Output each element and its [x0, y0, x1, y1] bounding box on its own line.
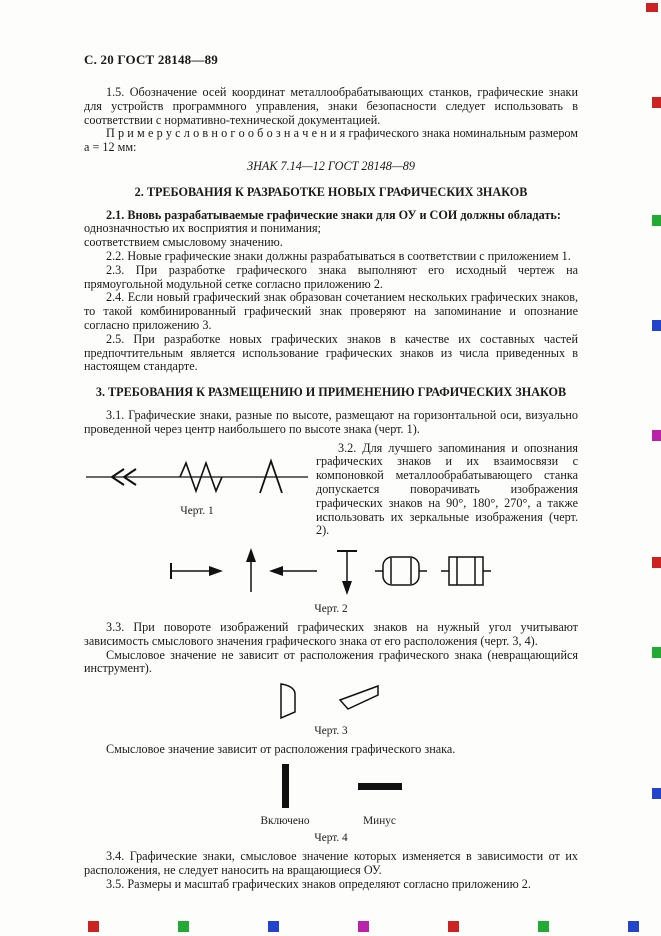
para-2-4: 2.4. Если новый графический знак образован сочетанием нескольких графических знаков, то такой комбинированный графический знак проверяют на запоминание и опознание согласно приложению 3.: [84, 290, 578, 332]
scan-mark: [538, 921, 549, 932]
document-page: [84, 52, 578, 891]
figure-4-label-minus: Минус: [363, 815, 396, 827]
para-2-5: 2.5. При разработке новых графических знаков в качестве их составных частей предпочтительным является использование графических знаков из числа приведенных в настоящем стандарте.: [84, 331, 578, 374]
para-2-1: 2.1. Вновь разрабатываемые графические знаки для ОУ и СОИ должны обладать:: [106, 207, 561, 222]
para-3-2: 3.2. Для лучшего запоминания и опознания графических знаков и их взаимосвязи с компоновкой металлообрабатывающего станка допускается поворачивать изображения графических знаков на 90°, 180°, 270°, а также использовать их зеркальные изображения (черт. 2).: [316, 440, 578, 538]
figure-4-label-on: Включено: [260, 815, 310, 827]
scan-mark: [628, 921, 639, 932]
figure-4-vertical-bar-zone: [282, 763, 289, 809]
section-2-title: 2. ТРЕБОВАНИЯ К РАЗРАБОТКЕ НОВЫХ ГРАФИЧЕСКИХ ЗНАКОВ: [134, 184, 528, 199]
figure-3: [84, 682, 578, 737]
figure-4-item-minus: [358, 763, 402, 827]
section-3-title: 3. ТРЕБОВАНИЯ К РАЗМЕЩЕНИЮ И ПРИМЕНЕНИЮ ГРАФИЧЕСКИХ ЗНАКОВ: [95, 385, 567, 400]
figure-4-symbols: [260, 763, 401, 827]
para-1-5: 1.5. Обозначение осей координат металлообрабатывающих станков, графические знаки для устройств программного управления, знаки безопасности следует использовать в соответствии с нормативно-технической документацией.: [84, 85, 578, 127]
scan-mark: [652, 647, 661, 658]
para-3-3-note-1: Смысловое значение не зависит от расположения графического знака (невращающийся инструмент).: [84, 647, 578, 676]
scan-mark: [652, 97, 661, 108]
scan-mark: [652, 215, 661, 226]
example-designation: ЗНАК 7.14—12 ГОСТ 28148—89: [247, 158, 415, 173]
para-2-1-item-2: соответствием смысловому значению.: [84, 235, 283, 250]
figure-1-caption: Черт. 1: [180, 504, 214, 517]
para-2-3: 2.3. При разработке графического знака выполняют его исходный чертеж на прямоугольной модульной сетке согласно приложению 2.: [84, 262, 578, 291]
scan-mark: [358, 921, 369, 932]
para-2-1-item-1: однозначностью их восприятия и понимания;: [84, 221, 322, 236]
para-example-intro: П р и м е р у с л о в н о г о о б о з н а ч е н и я графического знака номинальным размером а = 12 мм:: [84, 126, 578, 155]
scan-mark: [652, 430, 661, 441]
figure-2: [84, 544, 578, 615]
figure-1-and-para-3-2: [84, 442, 578, 538]
para-3-3: 3.3. При повороте изображений графических знаков на нужный угол учитывают зависимость смыслового значения графического знака от его расположения (черт. 3, 4).: [84, 620, 578, 648]
scan-mark: [652, 557, 661, 568]
figure-4-horizontal-bar-zone: [358, 763, 402, 809]
figure-4-item-on: [260, 763, 309, 827]
para-2-2: 2.2. Новые графические знаки должны разрабатываться в соответствии с приложением 1.: [106, 249, 571, 264]
para-3-4: 3.4. Графические знаки, смысловое значение которых изменяется в зависимости от их расположения, не следует наносить на вращающиеся ОУ.: [84, 849, 578, 877]
figure-2-caption: Черт. 2: [314, 603, 348, 616]
scan-mark: [652, 788, 661, 799]
scan-mark: [268, 921, 279, 932]
para-3-1: 3.1. Графические знаки, разные по высоте, размещают на горизонтальной оси, визуально проведенной через центр наибольшего по высоте знака (черт. 1).: [84, 408, 578, 436]
scan-mark: [652, 320, 661, 331]
figure-4: [84, 763, 578, 844]
para-3-5: 3.5. Размеры и масштаб графических знаков определяют согласно приложению 2.: [106, 876, 531, 891]
figure-3-caption: Черт. 3: [314, 725, 348, 738]
figure-2-drawing: [165, 544, 497, 598]
minus-bar-symbol: [358, 783, 402, 790]
figure-1: [84, 442, 310, 538]
figure-1-drawing: [84, 454, 310, 500]
para-3-3-note-2: Смысловое значение зависит от расположения графического знака.: [106, 742, 456, 757]
scan-mark: [178, 921, 189, 932]
figure-3-drawing: [272, 682, 390, 720]
vertical-bar-symbol: [282, 764, 289, 808]
figure-4-caption: Черт. 4: [314, 832, 348, 844]
scan-mark: [88, 921, 99, 932]
scan-mark: [448, 921, 459, 932]
scan-mark: [646, 3, 658, 12]
page-header: С. 20 ГОСТ 28148—89: [84, 52, 218, 67]
